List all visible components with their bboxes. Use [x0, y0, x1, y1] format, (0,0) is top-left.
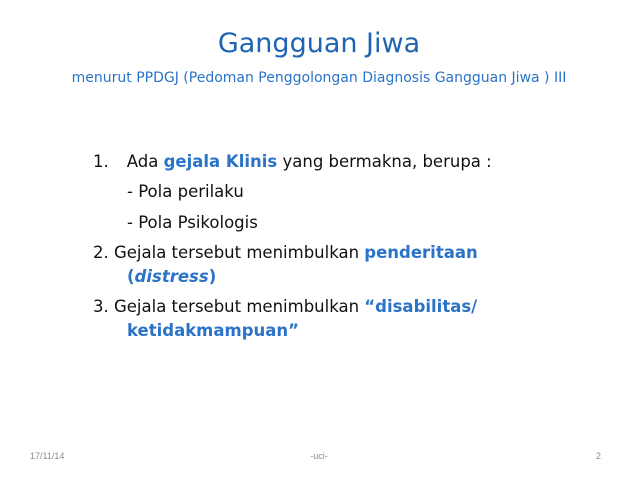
- item-2-italic: distress: [134, 267, 209, 286]
- list-item-2-continued: [127, 267, 216, 287]
- item-2-text: 2. Gejala tersebut menimbulkan: [93, 243, 365, 262]
- footer-page-number: 2: [596, 451, 602, 461]
- list-item-3: [93, 297, 477, 317]
- footer-date: 17/11/14: [30, 451, 65, 461]
- item-3-accent-continued: ketidakmampuan”: [127, 321, 299, 340]
- list-item-3-continued: [127, 321, 299, 341]
- item-3-text: 3. Gejala tersebut menimbulkan: [93, 297, 365, 316]
- item-2-paren-open: (: [127, 267, 135, 286]
- slide-title: Gangguan Jiwa: [217, 28, 421, 59]
- item-1-number: 1.: [93, 152, 109, 171]
- sub-item-pola-psikologis: - Pola Psikologis: [127, 213, 258, 232]
- item-2-paren-close: ): [208, 267, 217, 286]
- item-2-accent: penderitaan: [364, 243, 478, 262]
- item-1-accent: gejala Klinis: [163, 152, 278, 171]
- list-item-1: [93, 152, 492, 172]
- list-item-2: [93, 243, 478, 263]
- footer-author: -uci-: [310, 451, 328, 461]
- item-3-accent: “disabilitas/: [364, 297, 478, 316]
- item-1-text-start: Ada: [126, 152, 164, 171]
- slide-subtitle: menurut PPDGJ (Pedoman Penggolongan Diagnosis Gangguan Jiwa ) III: [71, 70, 567, 86]
- sub-item-pola-perilaku: - Pola perilaku: [127, 182, 244, 201]
- item-1-text-end: yang bermakna, berupa :: [277, 152, 492, 171]
